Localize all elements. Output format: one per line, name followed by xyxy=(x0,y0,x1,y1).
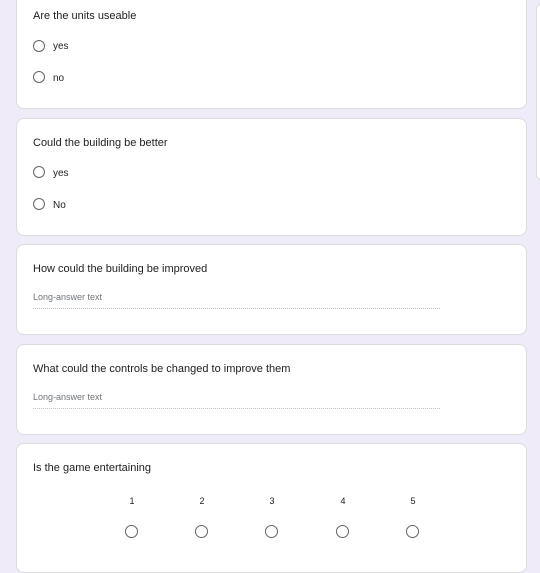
scale-label-1: 1 xyxy=(129,496,135,506)
radio-option-yes[interactable] xyxy=(33,166,45,178)
scale-radio-2[interactable] xyxy=(195,525,208,538)
question-card-building-better[interactable] xyxy=(16,118,527,236)
option-label: no xyxy=(53,73,65,84)
long-answer-field[interactable]: Long-answer text xyxy=(33,292,440,309)
scale-label-3: 3 xyxy=(269,496,275,506)
question-title: Could the building be better xyxy=(33,137,168,149)
scale-label-5: 5 xyxy=(410,496,416,506)
scale-label-4: 4 xyxy=(340,496,346,506)
radio-option-no[interactable] xyxy=(33,71,45,83)
floating-toolbar[interactable] xyxy=(536,4,540,180)
question-title: How could the building be improved xyxy=(33,263,208,275)
radio-option-no[interactable] xyxy=(33,198,45,210)
scale-radio-3[interactable] xyxy=(265,525,278,538)
scale-radio-1[interactable] xyxy=(125,525,138,538)
question-title: What could the controls be changed to improve them xyxy=(33,363,291,375)
scale-radio-5[interactable] xyxy=(406,525,419,538)
question-card-building-improved[interactable] xyxy=(16,244,527,335)
scale-label-2: 2 xyxy=(199,496,205,506)
question-title: Are the units useable xyxy=(33,10,137,22)
question-title: Is the game entertaining xyxy=(33,462,152,474)
question-card-units-useable[interactable] xyxy=(16,0,527,109)
long-answer-field[interactable]: Long-answer text xyxy=(33,392,440,409)
question-card-game-entertaining[interactable] xyxy=(16,443,527,573)
question-card-controls-changed[interactable] xyxy=(16,344,527,435)
radio-option-yes[interactable] xyxy=(33,40,45,52)
option-label: yes xyxy=(53,168,69,179)
option-label: No xyxy=(53,200,66,211)
option-label: yes xyxy=(53,41,69,52)
scale-radio-4[interactable] xyxy=(336,525,349,538)
